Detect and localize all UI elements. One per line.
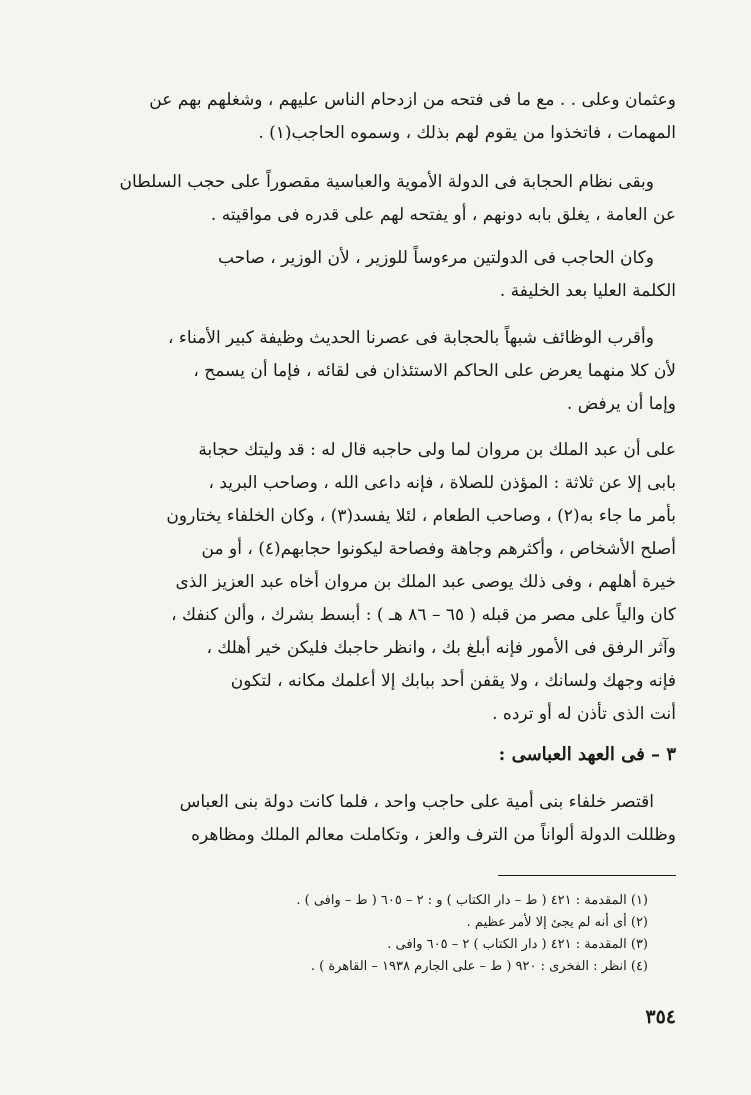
footnote: (٣) المقدمة : ٤٢١ ( دار الكتاب ) ٢ – ٦٠٥ وافى . <box>387 937 648 952</box>
text-line: وإما أن يرفض . <box>566 394 676 414</box>
text-line: عن العامة ، يغلق بابه دونهم ، أو يفتحه لهم على قدره فى مواقيته . <box>210 205 676 225</box>
footnote: (١) المقدمة : ٤٢١ ( ط – دار الكتاب ) و : ٢ – ٦٠٥ ( ط – وافى ) . <box>296 893 648 908</box>
footnotes <box>296 890 648 978</box>
footnote: (٢) أى أنه لم يجئ إلا لأمر عظيم . <box>466 915 648 930</box>
text-line: كان والياً على مصر من قبله ( ٦٥ – ٨٦ هـ ) : أبسط بشرك ، وألن كنفك ، <box>171 605 676 625</box>
text-line: المهمات ، فاتخذوا من يقوم لهم بذلك ، وسموه الحاجب(١) . <box>258 123 676 143</box>
page-number: ٣٥٤ <box>645 1006 676 1028</box>
text-line: وعثمان وعلى . . مع ما فى فتحه من ازدحام الناس عليهم ، وشغلهم بهم عن <box>149 90 676 110</box>
text-line: الكلمة العليا بعد الخليفة . <box>499 281 676 301</box>
section-heading: ٣ – فى العهد العباسى : <box>498 744 676 765</box>
text-line: اقتصر خلفاء بنى أمية على حاجب واحد ، فلما كانت دولة بنى العباس <box>179 792 654 812</box>
text-line: فإنه وجهك ولسانك ، ولا يقفن أحد ببابك إلا أعلمك مكانه ، لتكون <box>230 671 676 691</box>
paragraph <box>96 786 676 852</box>
paragraph <box>96 84 676 150</box>
paragraph <box>96 242 676 308</box>
text-line: بأمر ما جاء به(٢) ، وصاحب الطعام ، لئلا يفسد(٣) ، وكان الخلفاء يختارون <box>166 506 676 526</box>
text-line: وأقرب الوظائف شبهاً بالحجابة فى عصرنا الحديث وظيفة كبير الأمناء ، <box>168 328 654 348</box>
text-line: خيرة أهلهم ، وفى ذلك يوصى عبد الملك بن مروان أخاه عبد العزيز الذى <box>175 572 676 592</box>
text-line: وكان الحاجب فى الدولتين مرءوساً للوزير ، لأن الوزير ، صاحب <box>218 248 654 268</box>
text-line: أصلح الأشخاص ، وأكثرهم وجاهة وفصاحة ليكونوا حجابهم(٤) ، أو من <box>201 539 676 559</box>
text-line: وظللت الدولة ألواناً من الترف والعز ، وتكاملت معالم الملك ومظاهره <box>191 825 676 845</box>
footnote-separator <box>498 875 676 876</box>
paragraph <box>96 322 676 421</box>
text-line: وبقى نظام الحجابة فى الدولة الأموية والعباسية مقصوراً على حجب السلطان <box>119 172 654 192</box>
footnote: (٤) انظر : الفخرى : ٩٢٠ ( ط – على الجارم ١٩٣٨ – القاهرة ) . <box>310 959 648 974</box>
text-line: بابى إلا عن ثلاثة : المؤذن للصلاة ، فإنه داعى الله ، وصاحب البريد ، <box>208 473 676 493</box>
paragraph <box>96 434 676 731</box>
text-line: على أن عبد الملك بن مروان لما ولى حاجبه قال له : قد وليتك حجابة <box>198 440 676 460</box>
text-line: وآثر الرفق فى الأمور فإنه أبلغ بك ، وانظر حاجبك فليكن خير أهلك ، <box>206 638 676 658</box>
text-line: لأن كلا منهما يعرض على الحاكم الاستئذان فى لقائه ، فإما أن يسمح ، <box>193 361 676 381</box>
paragraph <box>96 166 676 232</box>
text-line: أنت الذى تأذن له أو ترده . <box>492 704 676 724</box>
book-page <box>96 70 676 1050</box>
